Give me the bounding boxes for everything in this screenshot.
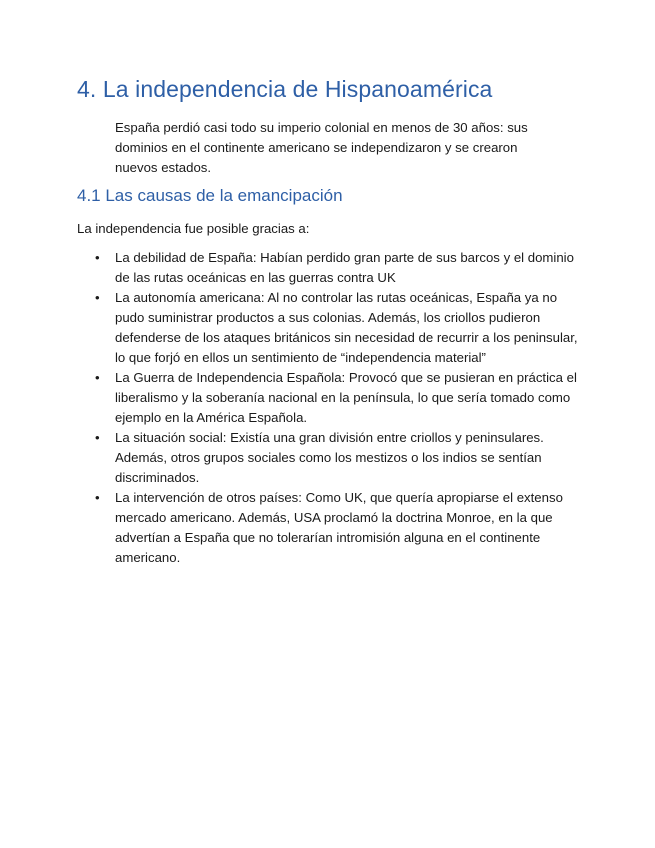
- list-item: [77, 248, 587, 288]
- list-item-text: La Guerra de Independencia Española: Provocó que se pusieran en práctica el liberalismo y la soberanía nacional en la península, lo que sería tomado como ejemplo en la América Española.: [115, 370, 577, 425]
- subsection-heading: 4.1 Las causas de la emancipación: [77, 186, 343, 205]
- list-item: [77, 428, 587, 488]
- bullet-icon: •: [95, 290, 100, 305]
- intro-paragraph: España perdió casi todo su imperio colonial en menos de 30 años: sus dominios en el continente americano se independizaron y se crearon nuevos estados.: [115, 120, 528, 175]
- list-item-text: La situación social: Existía una gran división entre criollos y peninsulares. Además, otros grupos sociales como los mestizos o los indios se sentían discriminados.: [115, 430, 544, 485]
- lead-paragraph: La independencia fue posible gracias a:: [77, 221, 310, 236]
- list-item: [77, 288, 587, 368]
- list-item-text: La intervención de otros países: Como UK, que quería apropiarse el extenso mercado americano. Además, USA proclamó la doctrina Monroe, en la que advertían a España que no tolerarían intromisión alguna en el continente americano.: [115, 490, 563, 565]
- list-item-text: La autonomía americana: Al no controlar las rutas oceánicas, España ya no pudo suministrar productos a sus colonias. Además, los criollos pudieron defenderse de los ataques británicos sin necesidad de recurrir a los peninsular, lo que forjó en ellos un sentimiento de “independencia material”: [115, 290, 578, 365]
- list-item: [77, 488, 587, 568]
- list-item-text: La debilidad de España: Habían perdido gran parte de sus barcos y el dominio de las rutas oceánicas en las guerras contra UK: [115, 250, 574, 285]
- bullet-icon: •: [95, 430, 100, 445]
- section-heading: 4. La independencia de Hispanoamérica: [77, 76, 493, 102]
- list-item: [77, 368, 587, 428]
- bullet-icon: •: [95, 490, 100, 505]
- causes-list: [77, 248, 587, 568]
- bullet-icon: •: [95, 250, 100, 265]
- bullet-icon: •: [95, 370, 100, 385]
